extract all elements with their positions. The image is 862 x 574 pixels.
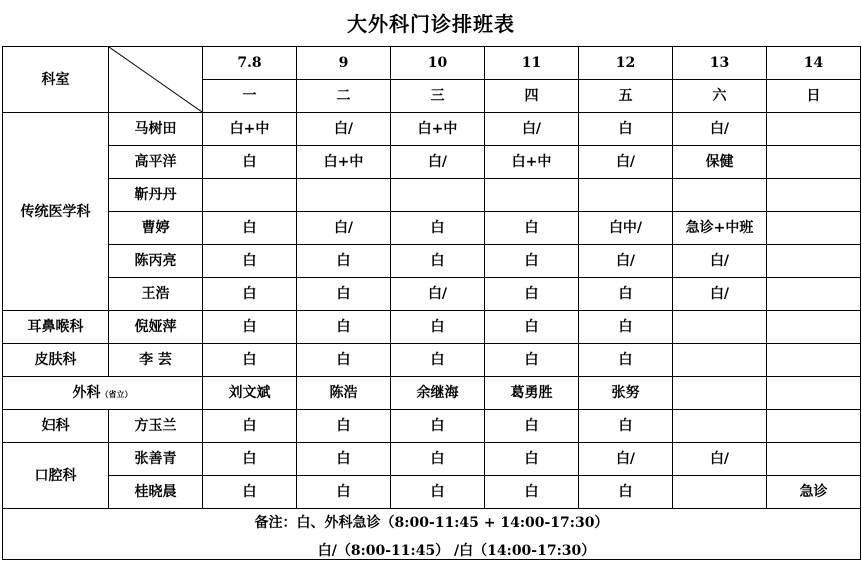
table-row — [3, 113, 861, 146]
surgery-doctor: 陈浩 — [297, 377, 391, 410]
shift-cell — [673, 410, 767, 443]
shift-cell: 白/ — [297, 113, 391, 146]
weekday-cell: 日 — [767, 80, 861, 113]
shift-cell: 急诊+中班 — [673, 212, 767, 245]
note-line-1: 备注：白、外科急诊（8:00-11:45 + 14:00-17:30） — [254, 515, 609, 531]
shift-cell: 白/ — [579, 146, 673, 179]
schedule-table — [2, 46, 861, 560]
shift-cell — [673, 476, 767, 509]
weekday-cell: 五 — [579, 80, 673, 113]
shift-cell: 白/ — [673, 443, 767, 476]
shift-cell: 白 — [203, 212, 297, 245]
shift-cell: 白 — [203, 146, 297, 179]
shift-cell: 白/ — [579, 245, 673, 278]
diagonal-cell — [109, 47, 203, 113]
dept-header: 科室 — [3, 47, 109, 113]
doctor-name: 高平洋 — [109, 146, 203, 179]
doctor-name: 王浩 — [109, 278, 203, 311]
shift-cell — [767, 311, 861, 344]
doctor-name: 陈丙亮 — [109, 245, 203, 278]
shift-cell — [673, 344, 767, 377]
diagonal-line-icon — [109, 47, 202, 112]
shift-cell: 白 — [485, 344, 579, 377]
shift-cell: 白 — [485, 443, 579, 476]
surgery-doctor: 余继海 — [391, 377, 485, 410]
shift-cell: 白 — [297, 443, 391, 476]
shift-cell: 白 — [579, 311, 673, 344]
shift-cell: 白 — [579, 278, 673, 311]
shift-cell: 白 — [391, 311, 485, 344]
weekday-cell: 一 — [203, 80, 297, 113]
shift-cell: 白 — [485, 245, 579, 278]
shift-cell: 白 — [391, 443, 485, 476]
shift-cell: 白 — [579, 476, 673, 509]
shift-cell — [767, 179, 861, 212]
weekday-cell: 四 — [485, 80, 579, 113]
surgery-doctor — [673, 377, 767, 410]
date-cell: 9 — [297, 47, 391, 80]
notes-row — [3, 509, 861, 560]
notes-cell — [3, 509, 861, 560]
shift-cell: 白/ — [391, 278, 485, 311]
dept-surgery-label: 外科 — [72, 384, 101, 401]
table-row — [3, 377, 861, 410]
table-row — [3, 344, 861, 377]
shift-cell: 白 — [297, 245, 391, 278]
shift-cell: 白/ — [673, 278, 767, 311]
dept-derm: 皮肤科 — [3, 344, 109, 377]
shift-cell: 白 — [391, 410, 485, 443]
doctor-name: 张善青 — [109, 443, 203, 476]
date-cell: 12 — [579, 47, 673, 80]
shift-cell: 白/ — [485, 113, 579, 146]
shift-cell — [767, 113, 861, 146]
shift-cell — [767, 278, 861, 311]
table-row — [3, 212, 861, 245]
shift-cell: 白/ — [297, 212, 391, 245]
doctor-name: 桂晓晨 — [109, 476, 203, 509]
dept-dental: 口腔科 — [3, 443, 109, 509]
shift-cell: 白 — [297, 410, 391, 443]
doctor-name: 靳丹丹 — [109, 179, 203, 212]
shift-cell: 白 — [203, 476, 297, 509]
shift-cell: 白+中 — [297, 146, 391, 179]
shift-cell: 白 — [485, 311, 579, 344]
shift-cell: 白 — [391, 476, 485, 509]
dept-ent: 耳鼻喉科 — [3, 311, 109, 344]
shift-cell — [767, 146, 861, 179]
doctor-name: 方玉兰 — [109, 410, 203, 443]
shift-cell: 白 — [579, 113, 673, 146]
table-row — [3, 443, 861, 476]
shift-cell: 急诊 — [767, 476, 861, 509]
shift-cell — [391, 179, 485, 212]
date-cell: 11 — [485, 47, 579, 80]
note-line-2: 白/（8:00-11:45） /白（14:00-17:30） — [317, 543, 596, 559]
shift-cell: 白 — [485, 476, 579, 509]
shift-cell: 白 — [391, 245, 485, 278]
table-row — [3, 476, 861, 509]
shift-cell: 白中/ — [579, 212, 673, 245]
table-row — [3, 311, 861, 344]
shift-cell — [297, 179, 391, 212]
weekday-cell: 六 — [673, 80, 767, 113]
shift-cell: 白/ — [673, 113, 767, 146]
date-cell: 10 — [391, 47, 485, 80]
shift-cell: 白/ — [673, 245, 767, 278]
shift-cell: 白 — [391, 212, 485, 245]
surgery-doctor: 葛勇胜 — [485, 377, 579, 410]
surgery-doctor: 张努 — [579, 377, 673, 410]
dept-traditional: 传统医学科 — [3, 113, 109, 311]
doctor-name: 李 芸 — [109, 344, 203, 377]
shift-cell: 白 — [297, 311, 391, 344]
shift-cell: 白+中 — [391, 113, 485, 146]
shift-cell: 白 — [203, 344, 297, 377]
shift-cell — [767, 410, 861, 443]
date-row — [3, 47, 861, 80]
dept-surgery — [3, 377, 203, 410]
shift-cell: 白 — [297, 344, 391, 377]
table-row — [3, 245, 861, 278]
shift-cell — [673, 179, 767, 212]
shift-cell — [579, 179, 673, 212]
surgery-doctor: 刘文斌 — [203, 377, 297, 410]
shift-cell: 白 — [203, 443, 297, 476]
table-row — [3, 179, 861, 212]
table-row — [3, 146, 861, 179]
table-row — [3, 410, 861, 443]
page-title: 大外科门诊排班表 — [347, 12, 515, 36]
shift-cell — [767, 344, 861, 377]
weekday-cell: 二 — [297, 80, 391, 113]
shift-cell: 白 — [579, 410, 673, 443]
shift-cell: 白 — [485, 278, 579, 311]
doctor-name: 马树田 — [109, 113, 203, 146]
shift-cell — [203, 179, 297, 212]
date-cell: 14 — [767, 47, 861, 80]
shift-cell: 保健 — [673, 146, 767, 179]
shift-cell: 白 — [203, 311, 297, 344]
shift-cell — [767, 245, 861, 278]
shift-cell: 白 — [391, 344, 485, 377]
shift-cell — [767, 443, 861, 476]
doctor-name: 倪娅萍 — [109, 311, 203, 344]
shift-cell — [673, 311, 767, 344]
shift-cell — [767, 212, 861, 245]
shift-cell: 白/ — [579, 443, 673, 476]
dept-gyn: 妇科 — [3, 410, 109, 443]
dept-surgery-note: （省立） — [100, 388, 133, 399]
table-row — [3, 278, 861, 311]
weekday-cell: 三 — [391, 80, 485, 113]
shift-cell: 白 — [579, 344, 673, 377]
doctor-name: 曹婷 — [109, 212, 203, 245]
shift-cell: 白 — [203, 410, 297, 443]
shift-cell: 白/ — [391, 146, 485, 179]
date-cell: 13 — [673, 47, 767, 80]
shift-cell: 白 — [297, 278, 391, 311]
shift-cell: 白 — [485, 212, 579, 245]
shift-cell — [485, 179, 579, 212]
shift-cell: 白 — [203, 278, 297, 311]
shift-cell: 白+中 — [203, 113, 297, 146]
shift-cell: 白 — [203, 245, 297, 278]
shift-cell: 白 — [485, 410, 579, 443]
surgery-doctor — [767, 377, 861, 410]
date-cell: 7.8 — [203, 47, 297, 80]
shift-cell: 白+中 — [485, 146, 579, 179]
shift-cell: 白 — [297, 476, 391, 509]
